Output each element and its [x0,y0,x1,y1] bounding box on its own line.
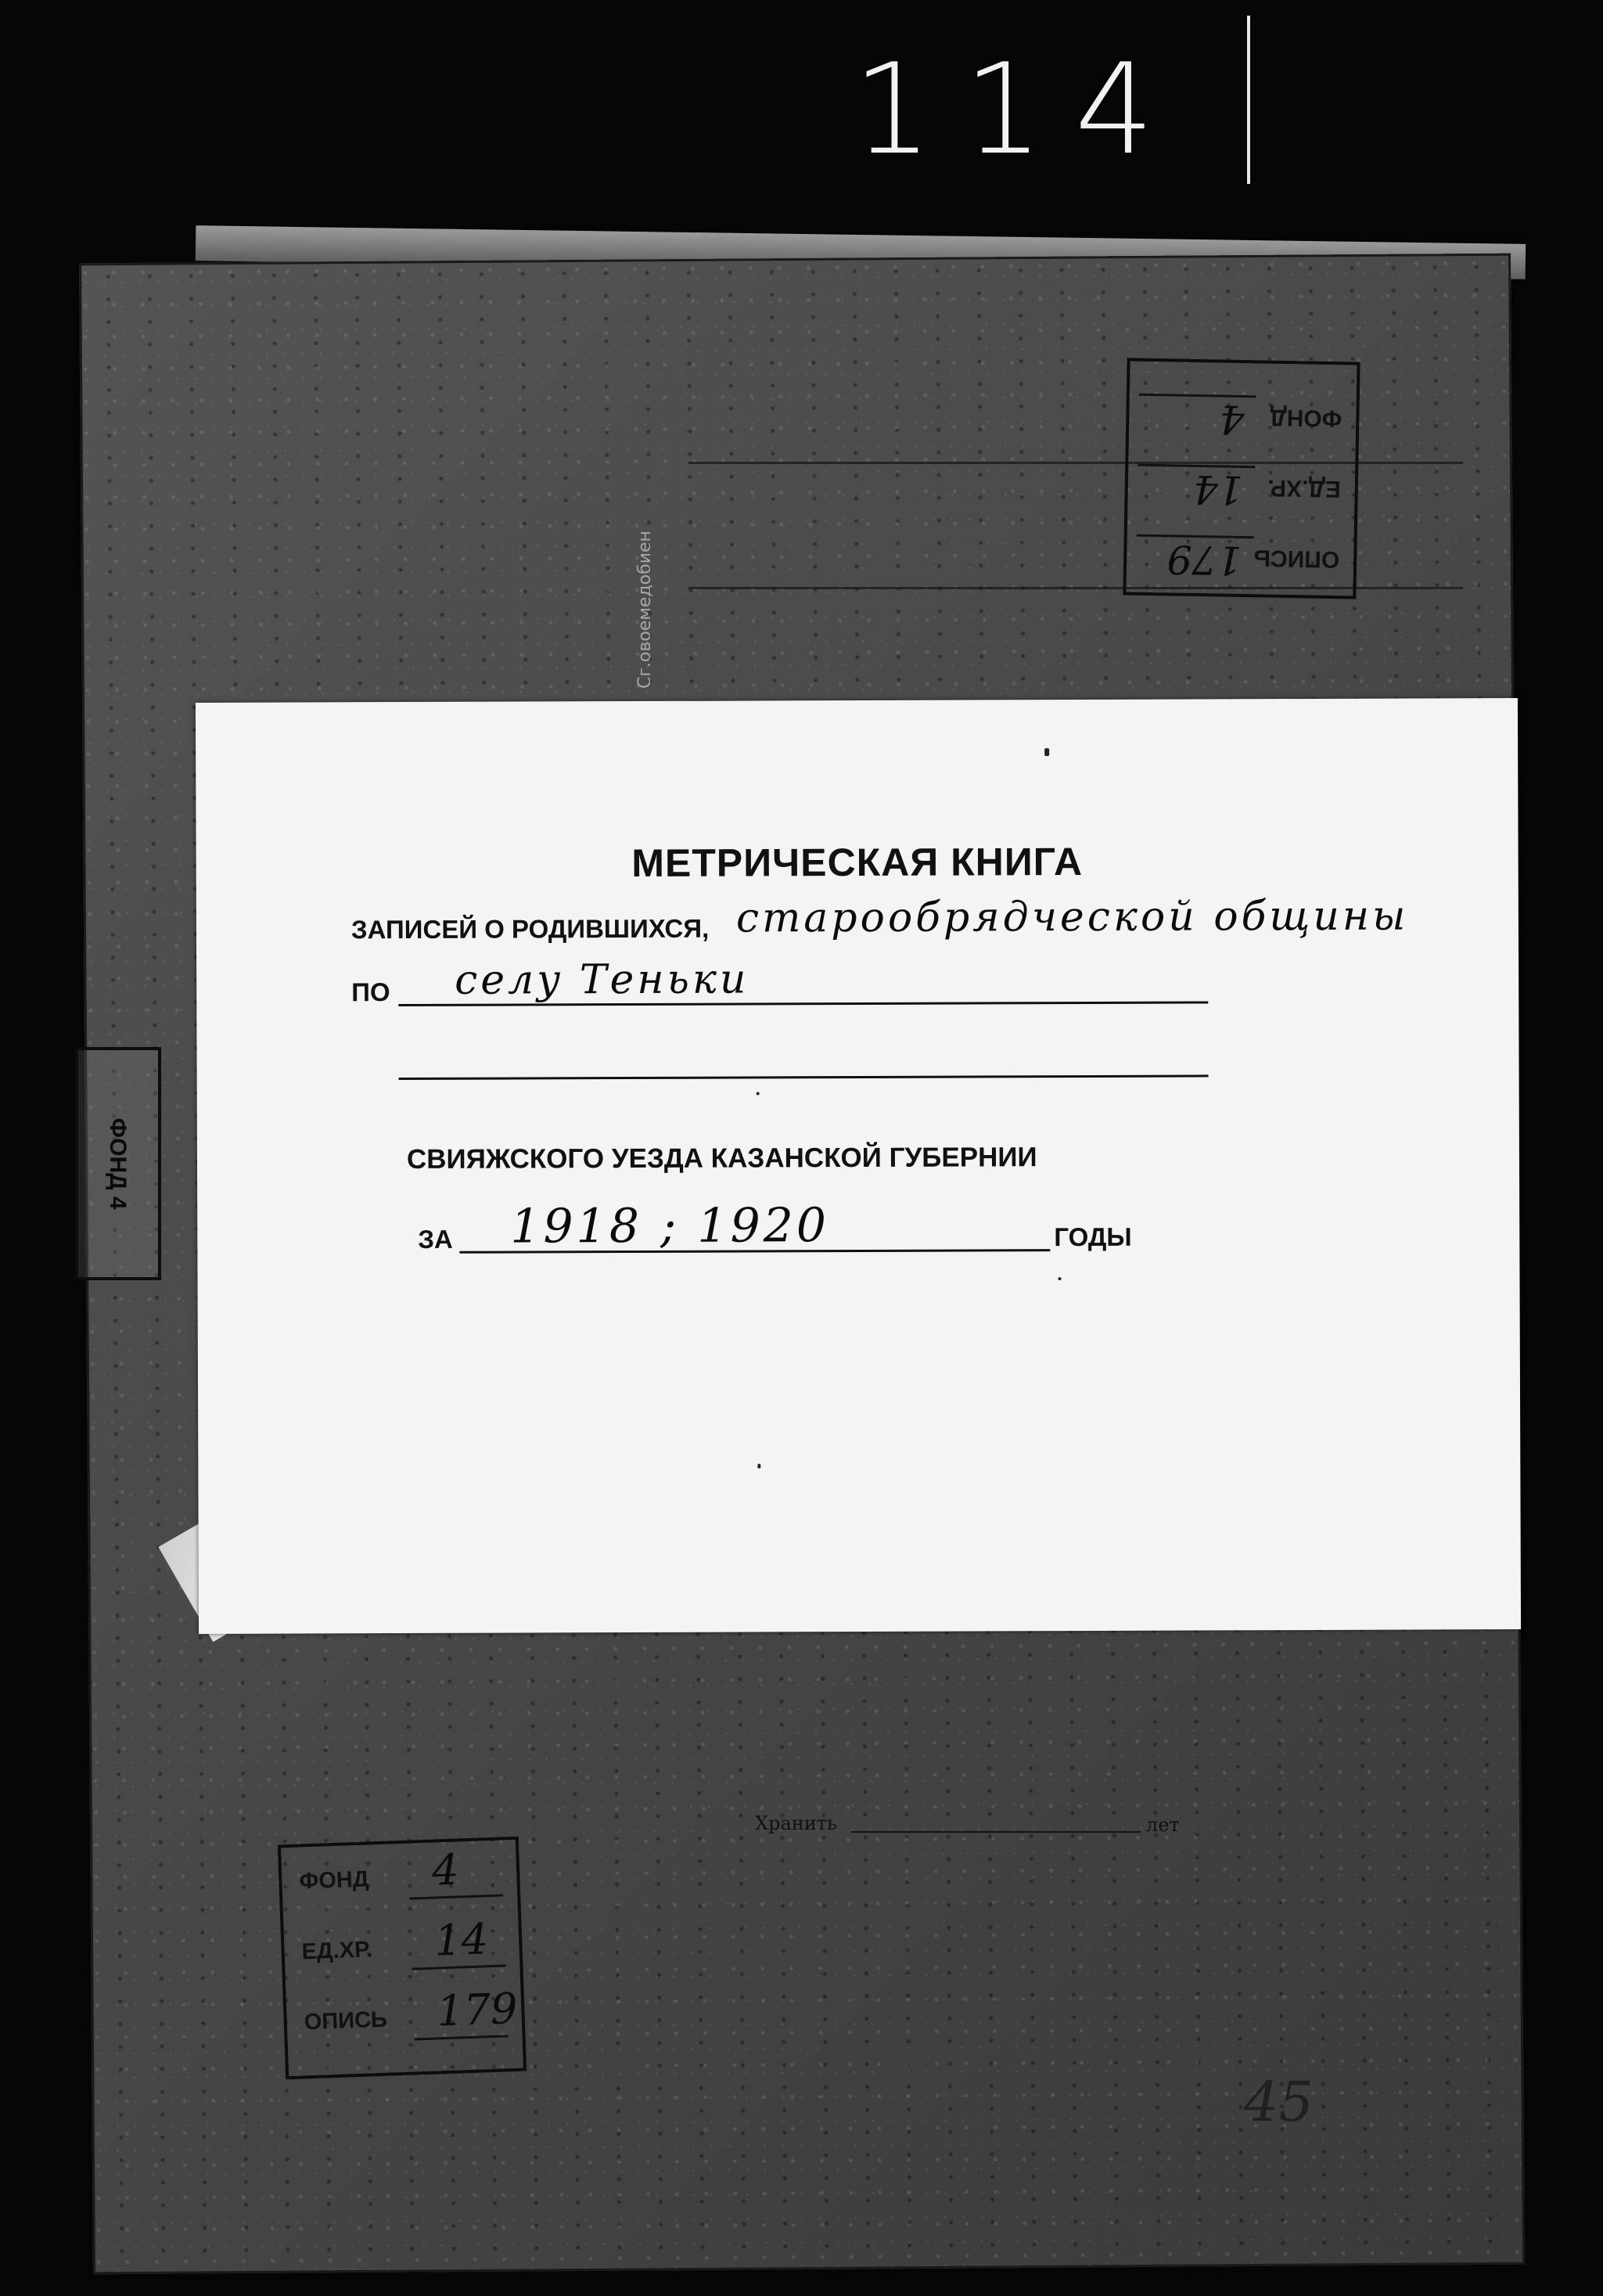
label-title: МЕТРИЧЕСКАЯ КНИГА [631,839,1084,886]
years-handwritten: 1918 ; 1920 [510,1198,830,1254]
stamp-row [1137,452,1342,513]
stamp-line [415,2035,509,2040]
stamp-handwritten-value: 14 [433,1914,490,1966]
stamp-row [298,1844,504,1916]
stamp-label: ОПИСЬ [304,2006,388,2035]
keep-fill-line [851,1831,1141,1833]
page-handwritten-number: 45 [1244,2070,1314,2134]
stamp-handwritten-value: 179 [1166,536,1242,584]
stamp-label: ЕД.ХР. [1267,474,1342,502]
stamp-row [301,1914,506,1986]
vertical-print: Сг.овоемедобиен [635,531,655,689]
stamp-row [1136,522,1340,584]
ink-dot [1044,748,1049,756]
side-stamp [75,1047,161,1280]
stamp-handwritten-value: 14 [1192,466,1244,513]
frame-line [1247,16,1250,184]
uezd-line: СВИЯЖСКОГО УЕЗДА КАЗАНСКОЙ ГУБЕРНИИ [406,1142,1037,1175]
po-handwritten: селу Теньки [455,955,749,1004]
stamp-handwritten-value: 179 [436,1983,519,2036]
years-suffix: ГОДЫ [1054,1222,1132,1252]
stamp-row [304,1983,519,2057]
stamp-label: ЕД.ХР. [301,1937,373,1965]
stamp-label: ФОНД [298,1866,369,1895]
second-fill-line [399,1074,1209,1080]
stamp-line [412,1964,505,1970]
keep-prefix: Хранить [755,1812,838,1834]
po-prefix: ПО [351,977,390,1007]
ink-dot [1058,1277,1061,1280]
keep-suffix: лет [1146,1814,1180,1836]
stamp-handwritten-value: 4 [431,1844,460,1895]
archive-number: 114 [853,36,1186,182]
title-label [196,698,1521,1634]
side-stamp-text: ФОНД 4 [105,1117,131,1210]
stamp-handwritten-value: 4 [1219,396,1245,443]
bottom-archive-stamp [278,1837,527,2080]
stamp-label: ФОНД [1270,404,1342,432]
ink-dot [757,1463,760,1468]
za-prefix: ЗА [418,1224,453,1254]
stamp-line [409,1894,503,1899]
records-handwritten: старообрядческой общины [735,892,1409,942]
records-prefix: ЗАПИСЕЙ О РОДИВШИХСЯ, [350,913,710,945]
stamp-row [1138,381,1342,443]
top-archive-stamp [1123,358,1360,599]
stamp-label: ОПИСЬ [1253,545,1340,573]
ink-dot [757,1092,760,1095]
